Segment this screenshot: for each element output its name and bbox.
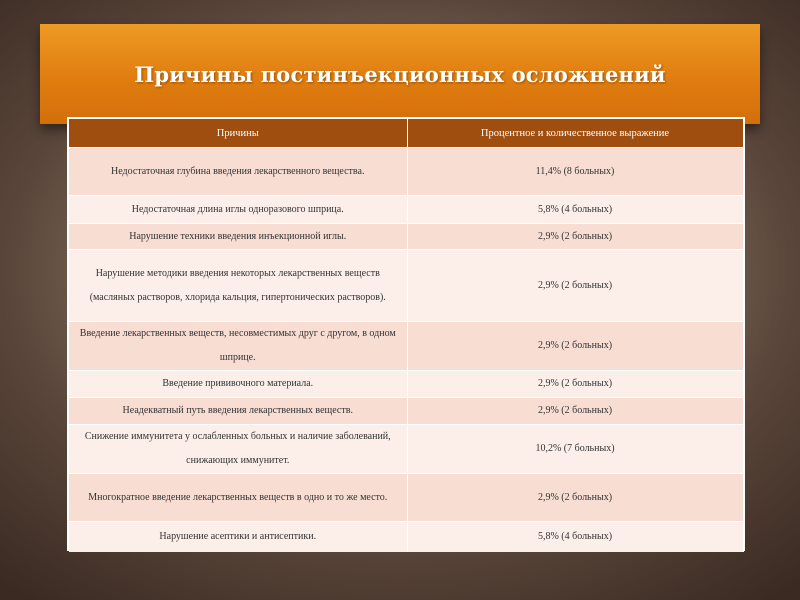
complications-table (69, 119, 744, 552)
table-row (69, 148, 743, 196)
cause-cell: Многократное введение лекарственных веществ в одно и то же место. (69, 474, 407, 522)
table-row (69, 522, 743, 552)
table-row (69, 250, 743, 322)
cause-cell: Нарушение техники введения инъекционной иглы. (69, 224, 407, 250)
value-cell: 2,9% (2 больных) (407, 224, 743, 250)
value-cell: 10,2% (7 больных) (407, 425, 743, 474)
cause-cell: Нарушение методики введения некоторых лекарственных веществ (масляных растворов, хлорида кальция, гипертонических растворов). (69, 250, 407, 322)
cause-cell: Введение лекарственных веществ, несовместимых друг с другом, в одном шприце. (69, 322, 407, 371)
value-cell: 5,8% (4 больных) (407, 522, 743, 552)
value-cell: 5,8% (4 больных) (407, 196, 743, 224)
value-cell: 2,9% (2 больных) (407, 474, 743, 522)
header-causes: Причины (69, 119, 407, 148)
value-cell: 2,9% (2 больных) (407, 371, 743, 398)
slide-title: Причины постинъекционных осложнений (134, 61, 666, 87)
table-header-row (69, 119, 743, 148)
value-cell: 2,9% (2 больных) (407, 398, 743, 425)
cause-cell: Введение прививочного материала. (69, 371, 407, 398)
header-percentage: Процентное и количественное выражение (407, 119, 743, 148)
cause-cell: Нарушение асептики и антисептики. (69, 522, 407, 552)
table-row (69, 398, 743, 425)
table-container (67, 117, 745, 551)
table-row (69, 196, 743, 224)
value-cell: 2,9% (2 больных) (407, 250, 743, 322)
table-row (69, 474, 743, 522)
value-cell: 11,4% (8 больных) (407, 148, 743, 196)
cause-cell: Неадекватный путь введения лекарственных веществ. (69, 398, 407, 425)
cause-cell: Недостаточная глубина введения лекарственного вещества. (69, 148, 407, 196)
table-row (69, 371, 743, 398)
table-row (69, 224, 743, 250)
cause-cell: Снижение иммунитета у ослабленных больных и наличие заболеваний, снижающих иммунитет. (69, 425, 407, 474)
table-row (69, 425, 743, 474)
table-row (69, 322, 743, 371)
value-cell: 2,9% (2 больных) (407, 322, 743, 371)
title-bar (40, 24, 760, 124)
cause-cell: Недостаточная длина иглы одноразового шприца. (69, 196, 407, 224)
